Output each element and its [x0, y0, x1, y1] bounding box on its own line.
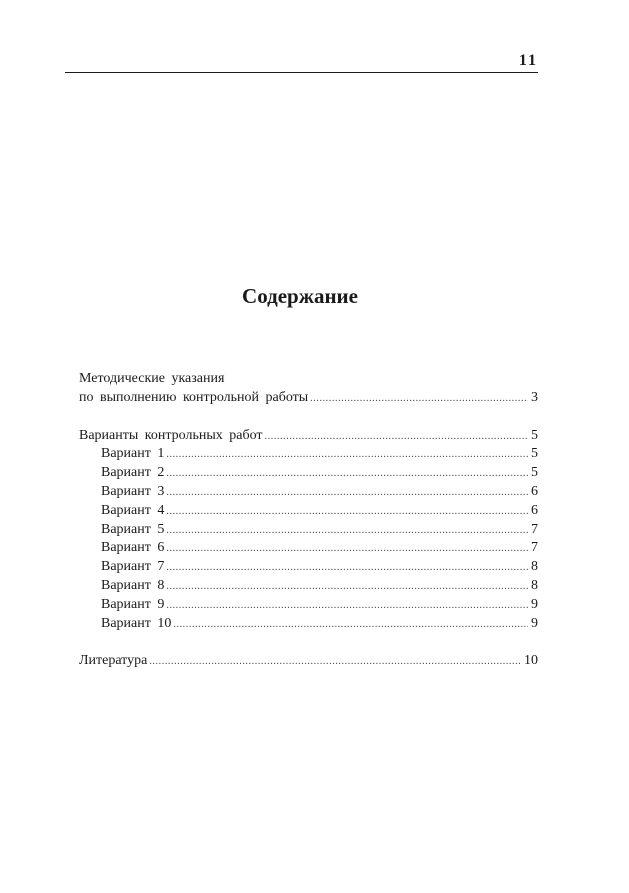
- toc-entry-page: 9: [531, 615, 538, 631]
- toc-entry-variant-3: [79, 483, 538, 502]
- toc-entry-variants: [79, 427, 538, 446]
- page-title: Содержание: [242, 284, 358, 308]
- toc-entry-label: по выполнению контрольной работы: [79, 389, 309, 405]
- dot-leader: [166, 559, 528, 578]
- toc-entry-label: Вариант 3: [101, 483, 165, 499]
- toc-entry-page: 5: [531, 427, 538, 443]
- toc-entry-variant-2: [79, 464, 538, 483]
- dot-leader: [265, 428, 528, 447]
- toc-entry-label: Вариант 8: [101, 577, 165, 593]
- toc-entry-label: Вариант 2: [101, 465, 165, 481]
- dot-leader: [149, 653, 521, 672]
- dot-leader: [310, 390, 528, 409]
- toc-entry-label: Вариант 7: [101, 559, 165, 575]
- dot-leader: [166, 540, 528, 559]
- toc-entry-variant-1: [79, 445, 538, 464]
- header-rule: [65, 72, 538, 73]
- toc-entry-label: Вариант 10: [101, 615, 172, 631]
- toc-entry-variant-9: [79, 596, 538, 615]
- toc-entry-label: Литература: [79, 653, 148, 669]
- page-number: 11: [518, 52, 538, 69]
- toc-entry-page: 7: [531, 521, 538, 537]
- dot-leader: [166, 522, 528, 541]
- toc-entry-variant-10: [79, 615, 538, 634]
- dot-leader: [166, 503, 528, 522]
- toc-entry-label: Вариант 9: [101, 596, 165, 612]
- toc-entry-variant-4: [79, 502, 538, 521]
- dot-leader: [166, 446, 528, 465]
- spacer: [79, 633, 538, 652]
- toc-entry-variant-7: [79, 558, 538, 577]
- toc-entry-page: 8: [531, 577, 538, 593]
- toc-entry-guidelines: [79, 389, 538, 408]
- dot-leader: [166, 597, 528, 616]
- toc-entry-label: Варианты контрольных работ: [79, 427, 263, 443]
- toc-entry-label: Методические указания: [79, 371, 225, 386]
- toc-entry-page: 8: [531, 559, 538, 575]
- toc-entry-label: Вариант 5: [101, 521, 165, 537]
- toc-entry-variant-5: [79, 521, 538, 540]
- dot-leader: [166, 484, 528, 503]
- toc-entry-page: 7: [531, 540, 538, 556]
- toc-entry-literature: [79, 652, 538, 671]
- toc-entry-page: 10: [524, 653, 538, 669]
- table-of-contents: [79, 370, 538, 671]
- toc-entry-page: 6: [531, 483, 538, 499]
- toc-entry-label: Вариант 4: [101, 502, 165, 518]
- toc-entry-variant-8: [79, 577, 538, 596]
- spacer: [79, 408, 538, 427]
- toc-entry-page: 6: [531, 502, 538, 518]
- toc-entry-guidelines-line1: [79, 370, 538, 389]
- dot-leader: [173, 616, 528, 635]
- toc-entry-page: 3: [531, 389, 538, 405]
- dot-leader: [166, 465, 528, 484]
- toc-entry-page: 9: [531, 596, 538, 612]
- toc-entry-variant-6: [79, 539, 538, 558]
- toc-entry-page: 5: [531, 465, 538, 481]
- toc-entry-page: 5: [531, 446, 538, 462]
- toc-entry-label: Вариант 6: [101, 540, 165, 556]
- toc-entry-label: Вариант 1: [101, 446, 165, 462]
- dot-leader: [166, 578, 528, 597]
